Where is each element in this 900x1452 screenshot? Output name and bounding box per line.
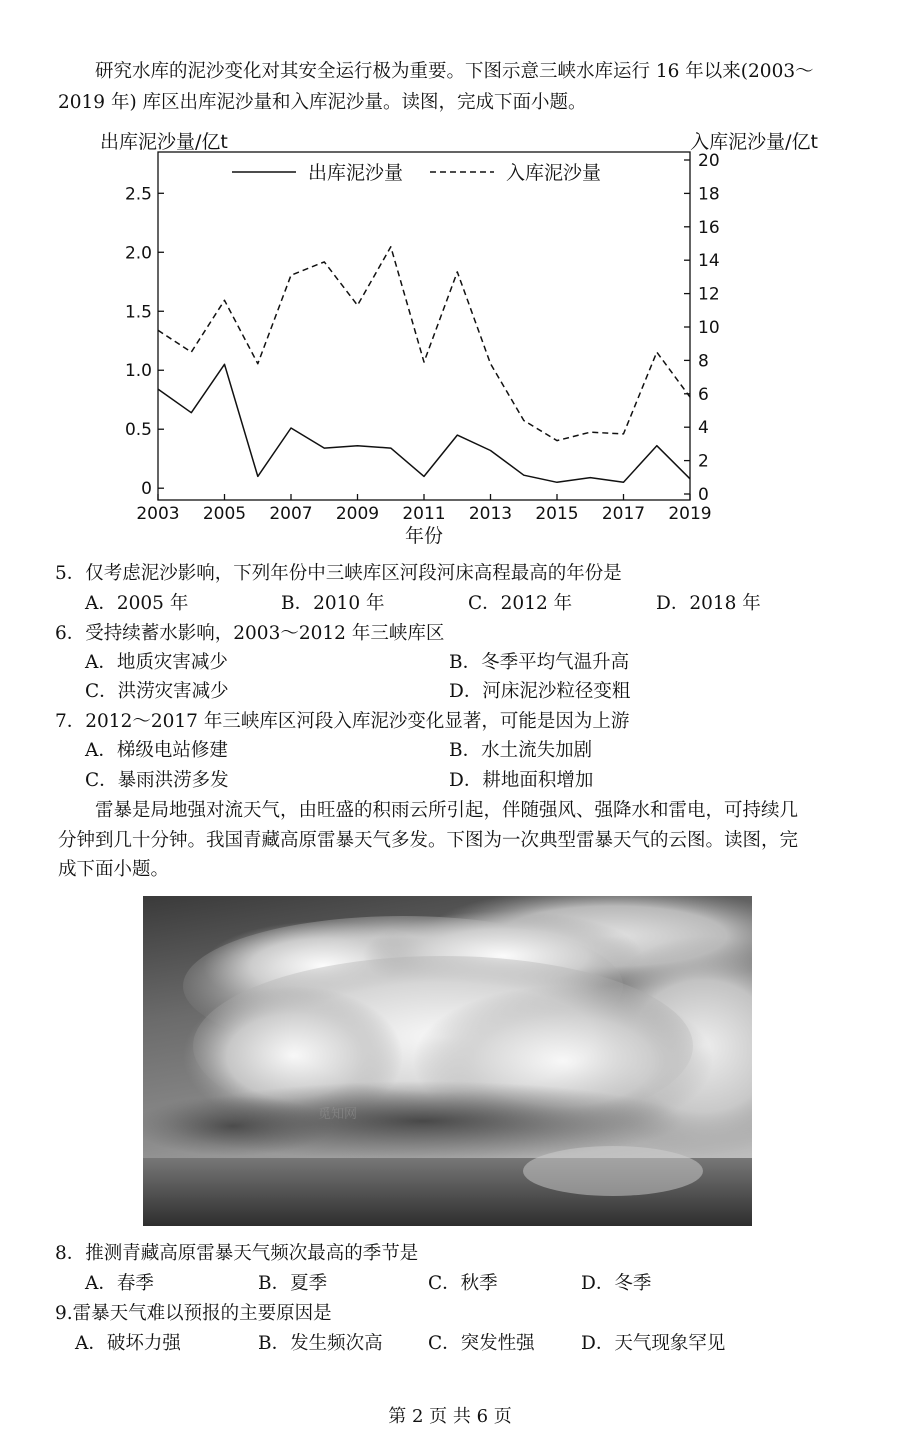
- outflow-sediment-line: [158, 364, 690, 482]
- y-right-tick-label: 4: [698, 418, 709, 439]
- question-6-option-d[interactable]: D．河床泥沙粒径变粗: [449, 681, 631, 702]
- question-7-option-a[interactable]: A．梯级电站修建: [85, 740, 228, 761]
- x-tick-label: 2017: [601, 504, 646, 524]
- x-tick-label: 2011: [402, 504, 446, 524]
- question-7-option-d[interactable]: D．耕地面积增加: [449, 770, 594, 791]
- question-5-option-c[interactable]: C．2012 年: [468, 593, 573, 614]
- legend-inflow-label: 入库泥沙量: [506, 162, 602, 184]
- intro-paragraph-line-2: 2019 年) 库区出库泥沙量和入库泥沙量。读图，完成下面小题。: [58, 92, 587, 113]
- y-left-tick-label: 2.5: [124, 184, 152, 205]
- question-7-option-b[interactable]: B．水土流失加剧: [449, 740, 593, 761]
- y-right-tick-label: 8: [698, 351, 709, 372]
- question-6-option-c[interactable]: C．洪涝灾害减少: [85, 681, 229, 702]
- y-left-tick-label: 1.5: [124, 302, 152, 323]
- y-left-axis-title: 出库泥沙量/亿t: [100, 131, 228, 153]
- question-6-option-a[interactable]: A．地质灾害减少: [85, 652, 228, 673]
- y-right-axis-title: 入库泥沙量/亿t: [690, 131, 818, 153]
- question-8-option-b[interactable]: B．夏季: [258, 1273, 328, 1294]
- y-left-tick-label: 1.0: [124, 361, 152, 382]
- y-right-tick-label: 18: [698, 184, 720, 205]
- question-6-stem: 6．受持续蓄水影响，2003～2012 年三峡库区: [55, 623, 445, 644]
- y-right-tick-label: 0: [698, 485, 709, 505]
- y-right-tick-label: 20: [698, 151, 720, 171]
- thunderstorm-cloud-photo: [143, 896, 752, 1226]
- question-8-stem: 8．推测青藏高原雷暴天气频次最高的季节是: [55, 1243, 419, 1264]
- y-left-tick-label: 2.0: [124, 243, 152, 264]
- y-right-tick-label: 2: [698, 451, 709, 472]
- question-5-option-b[interactable]: B．2010 年: [281, 593, 385, 614]
- question-8-option-c[interactable]: C．秋季: [428, 1273, 498, 1294]
- legend-outflow-label: 出库泥沙量: [308, 162, 404, 184]
- x-tick-label: 2007: [269, 504, 313, 524]
- page-footer: 第 2 页 共 6 页: [388, 1406, 512, 1427]
- question-5-stem: 5．仅考虑泥沙影响，下列年份中三峡库区河段河床高程最高的年份是: [55, 563, 622, 584]
- x-tick-label: 2005: [202, 504, 247, 524]
- y-right-tick-label: 16: [698, 217, 720, 238]
- question-7-stem: 7．2012～2017 年三峡库区河段入库泥沙变化显著，可能是因为上游: [55, 711, 630, 732]
- y-right-tick-label: 12: [698, 284, 720, 305]
- question-9-option-b[interactable]: B．发生频次高: [258, 1333, 383, 1354]
- question-5-option-d[interactable]: D．2018 年: [656, 593, 761, 614]
- intro-paragraph-line-1: 研究水库的泥沙变化对其安全运行极为重要。下图示意三峡水库运行 16 年以来(2003～: [95, 61, 814, 82]
- thunderstorm-intro-line-2: 分钟到几十分钟。我国青藏高原雷暴天气多发。下图为一次典型雷暴天气的云图。读图，完: [58, 830, 799, 851]
- question-9-option-d[interactable]: D．天气现象罕见: [581, 1333, 726, 1354]
- photo-watermark: 觅知网: [318, 1107, 358, 1122]
- question-9-option-a[interactable]: A．破坏力强: [75, 1333, 181, 1354]
- thunderstorm-intro-line-3: 成下面小题。: [58, 859, 170, 880]
- x-tick-label: 2003: [136, 504, 180, 524]
- question-8-option-d[interactable]: D．冬季: [581, 1273, 652, 1294]
- question-5-option-a[interactable]: A．2005 年: [85, 593, 189, 614]
- sediment-line-chart: [100, 122, 820, 552]
- question-9-stem: 9.雷暴天气难以预报的主要原因是: [55, 1303, 332, 1324]
- thunderstorm-intro-line-1: 雷暴是局地强对流天气，由旺盛的积雨云所引起，伴随强风、强降水和雷电，可持续几: [95, 800, 799, 821]
- question-6-option-b[interactable]: B．冬季平均气温升高: [449, 652, 630, 673]
- y-right-tick-label: 6: [698, 384, 709, 405]
- y-left-tick-label: 0.5: [124, 420, 152, 441]
- x-tick-label: 2019: [668, 504, 712, 524]
- y-right-tick-label: 10: [698, 318, 720, 338]
- x-tick-label: 2015: [535, 504, 579, 524]
- y-right-tick-label: 14: [698, 251, 720, 272]
- x-axis-title: 年份: [404, 525, 444, 547]
- x-tick-label: 2009: [335, 504, 380, 524]
- y-left-tick-label: 0: [141, 479, 152, 500]
- question-8-option-a[interactable]: A．春季: [85, 1273, 154, 1294]
- question-9-option-c[interactable]: C．突发性强: [428, 1333, 535, 1354]
- question-7-option-c[interactable]: C．暴雨洪涝多发: [85, 770, 229, 791]
- x-tick-label: 2013: [468, 504, 513, 524]
